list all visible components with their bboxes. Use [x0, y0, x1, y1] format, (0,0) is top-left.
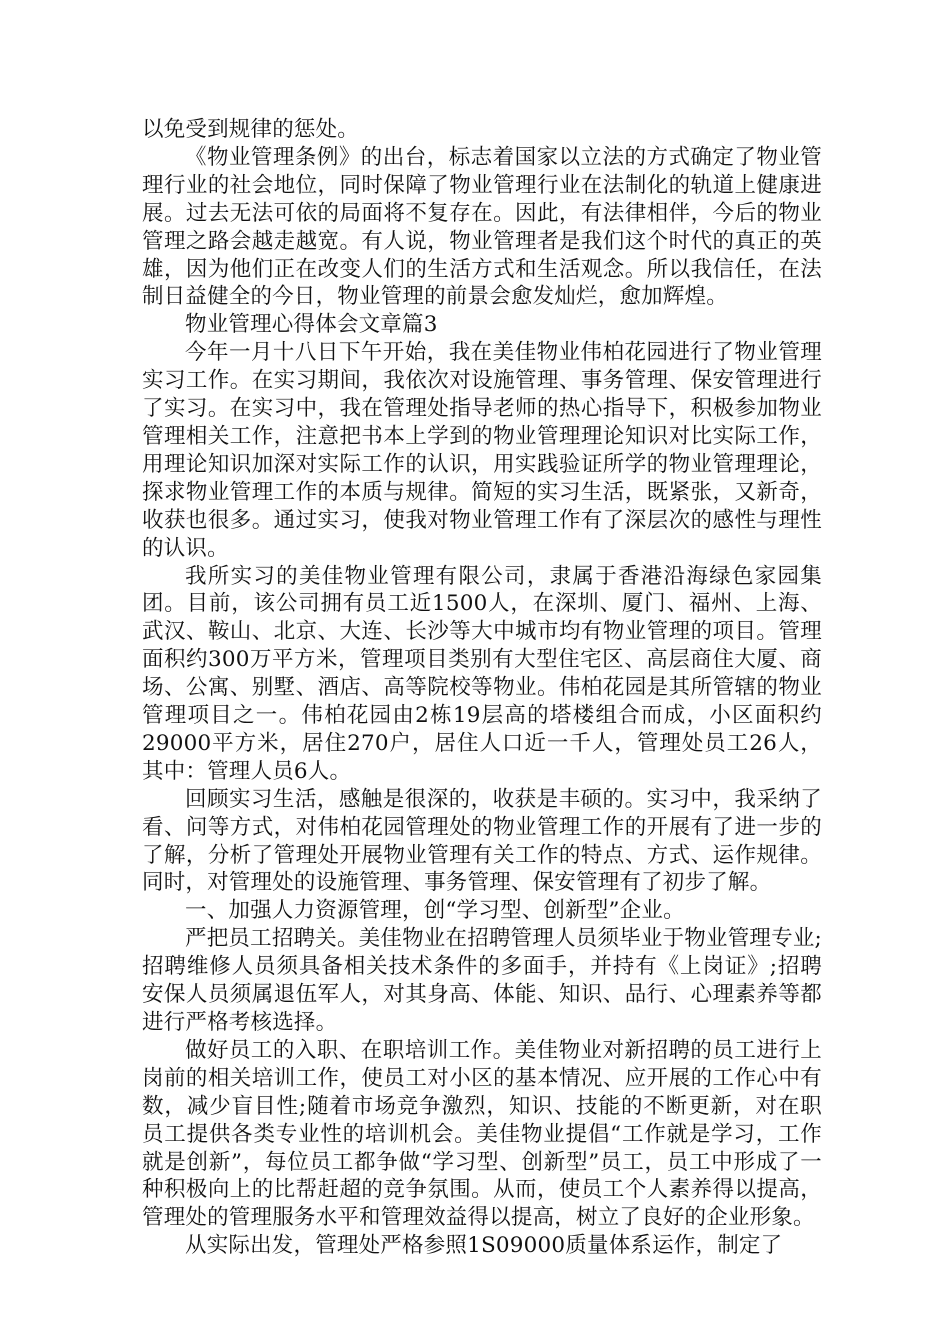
document-body [142, 116, 822, 1260]
paragraph-internship-intro: 今年一月十八日下午开始，我在美佳物业伟柏花园进行了物业管理实习工作。在实习期间，我依次对设施管理、事务管理、保安管理进行了实习。在实习中，我在管理处指导老师的热心指导下，积极参加物业管理相关工作，注意把书本上学到的物业管理理论知识对比实际工作，用理论知识加深对实际工作的认识，用实践验证所学的物业管理理论，探求物业管理工作的本质与规律。简短的实习生活，既紧张，又新奇，收获也很多。通过实习，使我对物业管理工作有了深层次的感性与理性的认识。 [142, 340, 822, 561]
paragraph-continuation: 以免受到规律的惩处。 [142, 117, 360, 142]
paragraph-regulations: 《物业管理条例》的出台，标志着国家以立法的方式确定了物业管理行业的社会地位，同时保障了物业管理行业在法制化的轨道上健康进展。过去无法可依的局面将不复存在。因此，有法律相伴，今后的物业管理之路会越走越宽。有人说，物业管理者是我们这个时代的真正的英雄，因为他们正在改变人们的生活方式和生活观念。所以我信任，在法制日益健全的今日，物业管理的前景会愈发灿烂，愈加辉煌。 [142, 144, 822, 310]
paragraph-iso-quality: 从实际出发，管理处严格参照1S09000质量体系运作，制定了 [185, 1233, 783, 1259]
paragraph-review: 回顾实习生活，感触是很深的，收获是丰硕的。实习中，我采纳了看、问等方式，对伟柏花园管理处的物业管理工作的开展有了进一步的了解，分析了管理处开展物业管理有关工作的特点、方式、运作规律。同时，对管理处的设施管理、事务管理、保安管理有了初步了解。 [142, 786, 822, 896]
paragraph-recruitment: 严把员工招聘关。美佳物业在招聘管理人员须毕业于物业管理专业;招聘维修人员须具备相关技术条件的多面手，并持有《上岗证》;招聘安保人员须属退伍军人，对其身高、体能、知识、品行、心理素养等都进行严格考核选择。 [142, 926, 822, 1035]
paragraph-training: 做好员工的入职、在职培训工作。美佳物业对新招聘的员工进行上岗前的相关培训工作，使员工对小区的基本情况、应开展的工作心中有数，减少盲目性;随着市场竞争激烈，知识、技能的不断更新，对在职员工提供各类专业性的培训机会。美佳物业提倡“工作就是学习，工作就是创新”，每位员工都争做“学习型、创新型”员工，员工中形成了一种积极向上的比帮赶超的竞争氛围。从而，使员工个人素养得以提高，管理处的管理服务水平和管理效益得以提高，树立了良好的企业形象。 [142, 1037, 822, 1231]
paragraph-company-profile: 我所实习的美佳物业管理有限公司，隶属于香港沿海绿色家园集团。目前，该公司拥有员工近1500人，在深圳、厦门、福州、上海、武汉、鞍山、北京、大连、长沙等大中城市均有物业管理的项目。管理面积约300万平方米，管理项目类别有大型住宅区、高层商住大厦、商场、公寓、别墅、酒店、高等院校等物业。伟柏花园是其所管辖的物业管理项目之一。伟柏花园由2栋19层高的塔楼组合而成，小区面积约29000平方米，居住270户，居住人口近一千人，管理处员工26人，其中：管理人员6人。 [142, 563, 822, 784]
section-heading-hr: 一、加强人力资源管理，创“学习型、创新型”企业。 [185, 898, 685, 924]
section-title-article-3: 物业管理心得体会文章篇3 [185, 312, 438, 338]
